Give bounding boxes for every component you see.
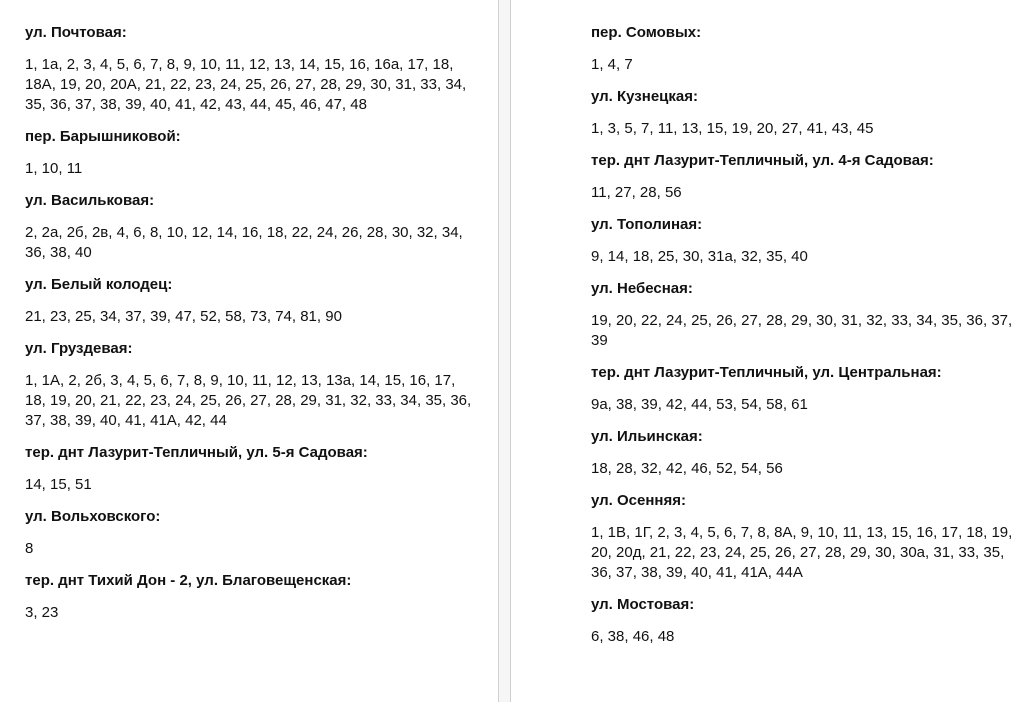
street-name: пер. Сомовых:: [591, 24, 702, 41]
street-entry: [591, 215, 1018, 267]
house-numbers: 1, 4, 7: [591, 56, 633, 73]
street-entry: [591, 595, 1018, 647]
street-entry: [25, 339, 478, 431]
house-numbers: 14, 15, 51: [25, 476, 92, 493]
house-numbers: 3, 23: [25, 604, 59, 621]
street-name: тер. днт Лазурит-Тепличный, ул. 5-я Садовая:: [25, 444, 368, 461]
house-numbers: 2, 2а, 2б, 2в, 4, 6, 8, 10, 12, 14, 16, 18, 22, 24, 26, 28, 30, 32, 34, 36, 38, 40: [25, 224, 463, 261]
street-name: ул. Вольховского:: [25, 508, 161, 525]
house-numbers: 19, 20, 22, 24, 25, 26, 27, 28, 29, 30, 31, 32, 33, 34, 35, 36, 37, 39: [591, 312, 1013, 349]
street-name: ул. Небесная:: [591, 280, 693, 297]
column-divider: [498, 0, 499, 702]
street-name: ул. Осенняя:: [591, 492, 686, 509]
street-entry: [591, 23, 1018, 75]
column-gutter: [499, 0, 510, 702]
street-entry: [591, 363, 1018, 415]
street-name: ул. Мостовая:: [591, 596, 695, 613]
house-numbers: 1, 1В, 1Г, 2, 3, 4, 5, 6, 7, 8, 8А, 9, 10, 11, 13, 15, 16, 17, 18, 19, 20, 20д, 21, 22, 23, 24, 25, 26, 27, 28, 29, 30, 30а, 31, 33, 35, 36, 37, 38, 39, 40, 41, 41А, 44А: [591, 524, 1013, 581]
house-numbers: 9, 14, 18, 25, 30, 31а, 32, 35, 40: [591, 248, 808, 265]
street-entry: [591, 279, 1018, 351]
street-name: ул. Тополиная:: [591, 216, 703, 233]
street-entry: [591, 427, 1018, 479]
street-entry: [25, 571, 478, 623]
street-name: тер. днт Лазурит-Тепличный, ул. 4-я Садовая:: [591, 152, 934, 169]
street-name: ул. Васильковая:: [25, 192, 155, 209]
street-name: тер. днт Лазурит-Тепличный, ул. Центральная:: [591, 364, 942, 381]
street-name: ул. Почтовая:: [25, 24, 127, 41]
street-name: ул. Кузнецкая:: [591, 88, 698, 105]
house-numbers: 1, 1А, 2, 2б, 3, 4, 5, 6, 7, 8, 9, 10, 11, 12, 13, 13а, 14, 15, 16, 17, 18, 19, 20, 21, 22, 23, 24, 25, 26, 27, 28, 29, 31, 32, 33, 34, 35, 36, 37, 38, 39, 40, 41, 41А, 42, 44: [25, 372, 472, 429]
left-street-column: [0, 0, 498, 702]
house-numbers: 9а, 38, 39, 42, 44, 53, 54, 58, 61: [591, 396, 808, 413]
street-entry: [591, 151, 1018, 203]
street-entry: [25, 127, 478, 179]
street-entry: [25, 275, 478, 327]
house-numbers: 18, 28, 32, 42, 46, 52, 54, 56: [591, 460, 783, 477]
street-entry: [25, 23, 478, 115]
street-entry: [591, 491, 1018, 583]
street-entry: [25, 507, 478, 559]
street-entry: [591, 87, 1018, 139]
street-name: ул. Груздевая:: [25, 340, 133, 357]
street-name: тер. днт Тихий Дон - 2, ул. Благовещенская:: [25, 572, 352, 589]
street-name: пер. Барышниковой:: [25, 128, 181, 145]
street-entry: [25, 443, 478, 495]
right-street-column: [512, 0, 1028, 702]
house-numbers: 1, 10, 11: [25, 160, 83, 177]
house-numbers: 11, 27, 28, 56: [591, 184, 682, 201]
house-numbers: 1, 1а, 2, 3, 4, 5, 6, 7, 8, 9, 10, 11, 12, 13, 14, 15, 16, 16а, 17, 18, 18А, 19, 20, 20А, 21, 22, 23, 24, 25, 26, 27, 28, 29, 30, 31, 33, 34, 35, 36, 37, 38, 39, 40, 41, 42, 43, 44, 45, 46, 47, 48: [25, 56, 467, 113]
house-numbers: 8: [25, 540, 34, 557]
house-numbers: 21, 23, 25, 34, 37, 39, 47, 52, 58, 73, 74, 81, 90: [25, 308, 342, 325]
street-name: ул. Ильинская:: [591, 428, 703, 445]
column-divider: [510, 0, 511, 702]
street-name: ул. Белый колодец:: [25, 276, 173, 293]
house-numbers: 6, 38, 46, 48: [591, 628, 675, 645]
street-entry: [25, 191, 478, 263]
house-numbers: 1, 3, 5, 7, 11, 13, 15, 19, 20, 27, 41, 43, 45: [591, 120, 874, 137]
